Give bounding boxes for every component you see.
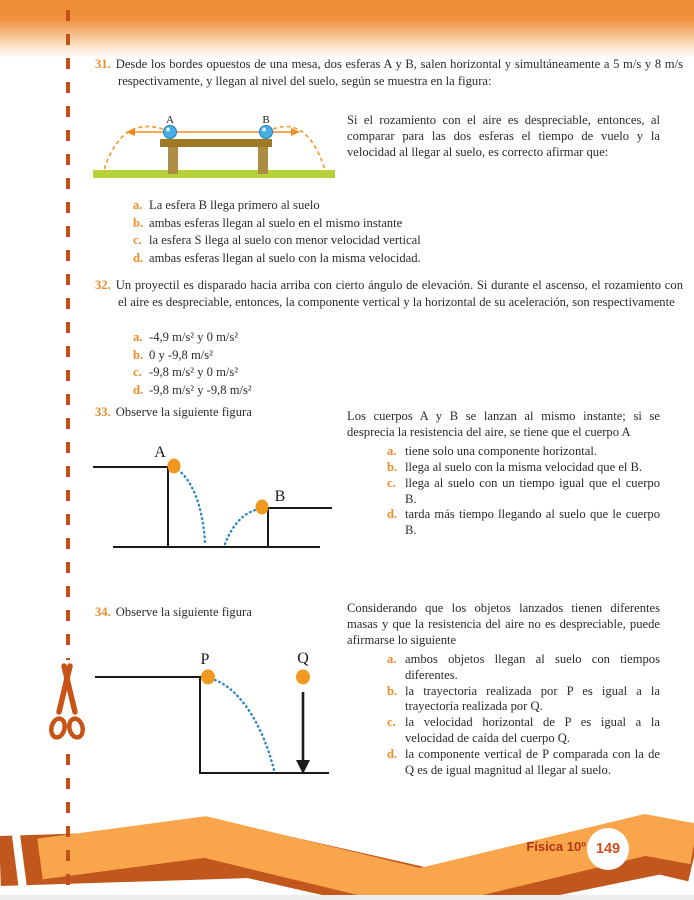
trajectory-right bbox=[273, 126, 325, 170]
cut-line bbox=[66, 10, 70, 890]
page-number: 149 bbox=[595, 841, 621, 857]
option-text: 0 y -9,8 m/s² bbox=[149, 347, 213, 362]
sphere-a bbox=[164, 126, 177, 139]
option-text: la esfera S llega al suelo con menor velocidad vertical bbox=[149, 233, 421, 247]
question-33-side bbox=[347, 409, 660, 539]
option-text: tiene solo una componente horizontal. bbox=[405, 443, 597, 458]
option-row bbox=[133, 364, 433, 382]
option-text: tarda más tiempo llegando al suelo que le cuerpo B. bbox=[405, 507, 660, 538]
option-text: ambas esferas llegan al suelo con la misma velocidad. bbox=[149, 250, 421, 265]
table-leg-left bbox=[168, 147, 178, 174]
option-text: -4,9 m/s² y 0 m/s² bbox=[149, 330, 239, 344]
question-33-options bbox=[387, 444, 660, 539]
option-text: llega al suelo con la misma velocidad que el B. bbox=[405, 459, 643, 474]
option-letter: d. bbox=[133, 250, 144, 265]
question-32-number: 32. bbox=[95, 278, 111, 292]
question-34-options bbox=[387, 652, 660, 779]
table-leg-right bbox=[258, 147, 268, 174]
option-text: llega al suelo con un tiempo igual que el cuerpo B. bbox=[405, 475, 660, 506]
label-b: B bbox=[274, 488, 286, 505]
figure-33 bbox=[93, 443, 335, 553]
option-row bbox=[133, 197, 613, 215]
option-row bbox=[387, 460, 660, 476]
ground-strip bbox=[93, 170, 335, 178]
scissors-icon bbox=[48, 660, 86, 752]
figure-34 bbox=[93, 648, 333, 780]
option-letter: c. bbox=[387, 475, 396, 490]
option-letter: b. bbox=[387, 459, 398, 474]
option-letter: a. bbox=[133, 330, 143, 344]
option-letter: c. bbox=[387, 715, 396, 730]
question-32-text bbox=[95, 277, 683, 311]
option-letter: d. bbox=[387, 747, 398, 762]
option-text: ambos objetos llegan al suelo con tiempos diferentes. bbox=[405, 651, 660, 682]
option-row bbox=[387, 507, 660, 539]
option-row bbox=[133, 382, 433, 400]
platform-right bbox=[268, 508, 332, 547]
question-32-statement: Un proyectil es disparado hacia arriba con cierto ángulo de elevación. Si durante el ascenso, el rozamiento con el aire es despreciable, entonces, la componente vertical y la horizontal de su aceleración, son respectivamente bbox=[115, 278, 683, 309]
option-row bbox=[133, 329, 433, 347]
question-33-number: 33. bbox=[95, 405, 111, 419]
trajectory-p bbox=[215, 680, 274, 770]
option-letter: b. bbox=[133, 215, 144, 230]
label-q: Q bbox=[297, 650, 309, 667]
option-row bbox=[387, 747, 660, 779]
ball-p bbox=[201, 670, 215, 685]
platform-left bbox=[93, 467, 168, 547]
option-row bbox=[387, 652, 660, 684]
arrowhead-left bbox=[126, 128, 135, 136]
option-row bbox=[133, 232, 613, 250]
question-33-label: Observe la siguiente figura bbox=[115, 405, 252, 419]
option-letter: a. bbox=[133, 198, 143, 212]
option-row bbox=[387, 444, 660, 460]
question-31-number: 31. bbox=[95, 57, 111, 71]
option-text: ambas esferas llegan al suelo en el mismo instante bbox=[149, 215, 403, 230]
sphere-a-highlight bbox=[166, 128, 170, 132]
question-31-text bbox=[95, 56, 683, 90]
question-34-side bbox=[347, 601, 660, 779]
option-letter: a. bbox=[387, 443, 397, 458]
option-text: la componente vertical de P comparada con la de Q es de igual magnitud al llegar al suelo. bbox=[405, 747, 660, 778]
option-letter: c. bbox=[133, 233, 142, 247]
option-letter: a. bbox=[387, 651, 397, 666]
question-31-options bbox=[133, 197, 613, 267]
option-row bbox=[133, 250, 613, 268]
ball-q bbox=[296, 670, 310, 685]
course-label: Física 10º bbox=[526, 839, 586, 854]
option-text: La esfera B llega primero al suelo bbox=[149, 198, 320, 212]
option-row bbox=[133, 215, 613, 233]
figure-31 bbox=[93, 112, 338, 184]
option-letter: b. bbox=[133, 347, 144, 362]
arrowhead-right bbox=[291, 128, 300, 136]
option-letter: b. bbox=[387, 683, 398, 698]
table-top bbox=[160, 139, 272, 147]
question-34-number: 34. bbox=[95, 605, 111, 619]
option-row bbox=[387, 684, 660, 716]
option-letter: d. bbox=[133, 382, 144, 397]
option-letter: d. bbox=[387, 507, 398, 522]
question-31-statement: Desde los bordes opuestos de una mesa, dos esferas A y B, salen horizontal y simultáneamente a 5 m/s y 8 m/s respectivamente, y llegan al nivel del suelo, según se muestra en la figura: bbox=[115, 57, 683, 88]
question-34-label: Observe la siguiente figura bbox=[115, 605, 252, 619]
ball-b bbox=[256, 500, 269, 515]
top-gradient-band bbox=[0, 0, 694, 58]
option-row bbox=[387, 476, 660, 508]
question-31-side-text: Si el rozamiento con el aire es despreciable, entonces, al comparar para las dos esferas el tiempo de vuelo y la velocidad al llegar al suelo, es correcto afirmar que: bbox=[347, 113, 660, 159]
trajectory-a bbox=[178, 470, 205, 543]
question-33-label-row bbox=[95, 404, 252, 421]
option-letter: c. bbox=[133, 365, 142, 379]
ball-a bbox=[168, 459, 181, 474]
sphere-b-highlight bbox=[262, 128, 266, 132]
question-32-options bbox=[133, 329, 433, 399]
label-a: A bbox=[154, 444, 166, 461]
option-text: la velocidad horizontal de P es igual a la velocidad de caída del cuerpo Q. bbox=[405, 715, 660, 746]
option-text: -9,8 m/s² y 0 m/s² bbox=[149, 365, 239, 379]
cliff-outline bbox=[95, 677, 329, 773]
question-34-side-text: Considerando que los objetos lanzados tienen diferentes masas y que la resistencia del aire no es despreciable, puede afirmarse lo siguiente bbox=[347, 601, 660, 647]
option-text: la trayectoria realizada por P es igual a la trayectoria realizada por Q. bbox=[405, 683, 660, 714]
trajectory-b bbox=[225, 509, 259, 544]
sphere-b bbox=[260, 126, 273, 139]
page-bottom-edge bbox=[0, 895, 694, 900]
label-b: B bbox=[262, 114, 270, 126]
option-row bbox=[387, 715, 660, 747]
option-text: -9,8 m/s² y -9,8 m/s² bbox=[149, 382, 252, 397]
question-33-side-text: Los cuerpos A y B se lanzan al mismo instante; si se desprecia la resistencia del aire, se tiene que el cuerpo A bbox=[347, 409, 660, 439]
label-p: P bbox=[200, 651, 210, 668]
question-34-label-row bbox=[95, 604, 252, 621]
fall-arrowhead bbox=[296, 760, 310, 774]
option-row bbox=[133, 347, 433, 365]
label-a: A bbox=[166, 114, 174, 126]
